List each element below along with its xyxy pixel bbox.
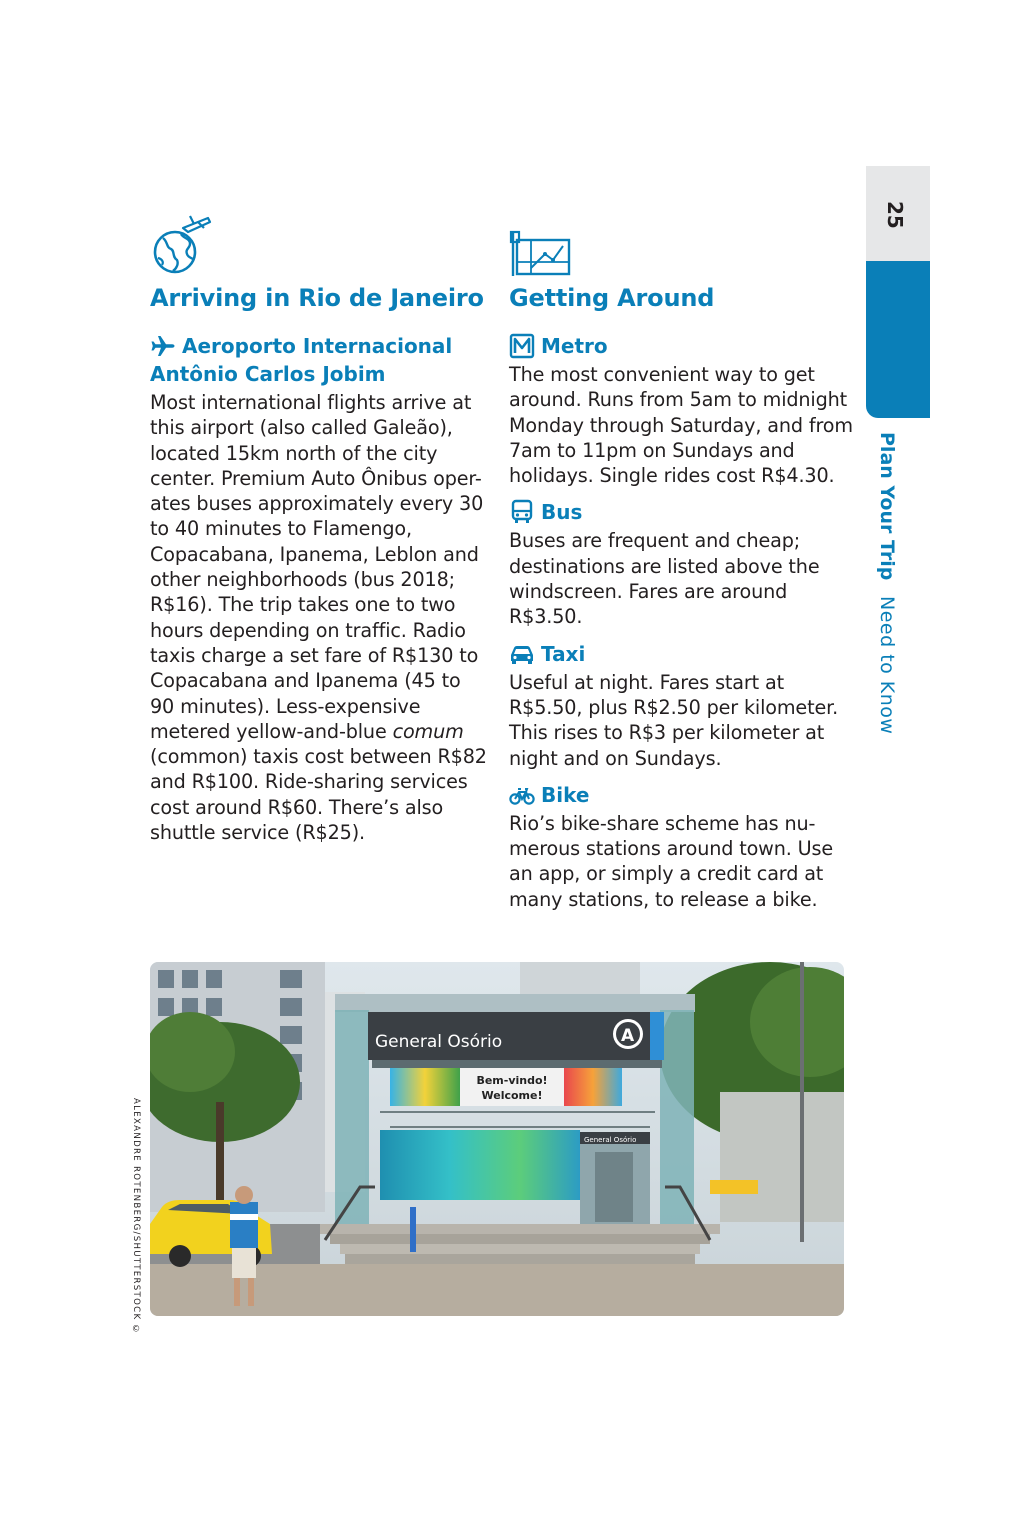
- airplane-icon: [150, 333, 176, 359]
- getting-around-title: Getting Around: [509, 284, 715, 312]
- metro-station-photo: [150, 962, 844, 1316]
- bike-text: Rio’s bike-share scheme has nu-merous stations around town. Use an app, or simply a credit card at many stations, to release a bike.: [509, 811, 834, 911]
- getting-around-column: [509, 214, 854, 912]
- small-sign-text: General Osório: [584, 1136, 637, 1144]
- bike-label: Bike: [541, 782, 590, 807]
- section-tab-blue: [866, 261, 930, 418]
- airport-name-line1: Aeroporto Internacional: [182, 334, 453, 358]
- airport-description: [150, 390, 490, 845]
- taxi-icon: [509, 641, 535, 667]
- bike-icon: [509, 782, 535, 808]
- bus-icon: [509, 499, 535, 525]
- bus-text: Buses are frequent and cheap; destinations are listed above the windscreen. Fares are around R$3.50.: [509, 529, 820, 629]
- side-label-chapter: Plan Your Trip: [876, 432, 898, 581]
- globe-plane-icon: [150, 214, 490, 278]
- photo-credit: ALEXANDRE ROTENBERG/SHUTTERSTOCK ©: [131, 1098, 141, 1336]
- side-label-section: Need to Know: [876, 596, 898, 735]
- airport-text-2: (common) taxis cost between R$82 and R$100. Ride-sharing services cost around R$60. There’s also shuttle service (R$25).: [150, 745, 487, 845]
- taxi-label: Taxi: [541, 641, 586, 666]
- airport-name-line2: Antônio Carlos Jobim: [150, 362, 386, 386]
- bus-heading: [509, 498, 854, 526]
- welcome-line1: Bem-vindo!: [476, 1074, 548, 1087]
- page-number: 25: [883, 201, 907, 229]
- station-sign-text: General Osório: [375, 1032, 503, 1052]
- arriving-column: [150, 214, 490, 845]
- taxi-text: Useful at night. Fares start at R$5.50, plus R$2.50 per kilometer. This rises to R$3 per kilometer at night and on Sundays.: [509, 670, 839, 770]
- metro-text: The most convenient way to get around. Runs from 5am to midnight Monday through Saturday, and from 7am to 11pm on Sundays and holidays. Single rides cost R$4.30.: [509, 363, 853, 488]
- bus-label: Bus: [541, 500, 583, 525]
- airport-text-italic: comum: [392, 719, 464, 743]
- line-badge-text: A: [621, 1026, 635, 1046]
- arriving-title: Arriving in Rio de Janeiro: [150, 284, 484, 312]
- metro-icon: [509, 333, 535, 359]
- airport-heading: [150, 332, 490, 360]
- taxi-heading: [509, 640, 854, 668]
- section-side-label: [876, 432, 898, 735]
- welcome-line2: Welcome!: [481, 1089, 543, 1102]
- metro-heading: [509, 332, 854, 360]
- bike-heading: [509, 781, 854, 809]
- transit-map-icon: [509, 214, 854, 278]
- airport-name: [182, 332, 452, 360]
- airport-heading-line2: [150, 360, 490, 388]
- airport-text-1: Most international flights arrive at this airport (also called Galeão), located 15km north of the city center. Premium Auto Ônibus oper-ates buses approximately every 30 to 40 minutes to Flamengo, Copacabana, Ipanema, Leblon and other neighborhoods (bus 2018; R$16). The trip takes one to two hours depending on traffic. Radio taxis charge a set fare of R$130 to Copacabana and Ipanema (45 to 90 minutes). Less-expensive metered yellow-and-blue: [150, 391, 484, 743]
- metro-label: Metro: [541, 334, 608, 358]
